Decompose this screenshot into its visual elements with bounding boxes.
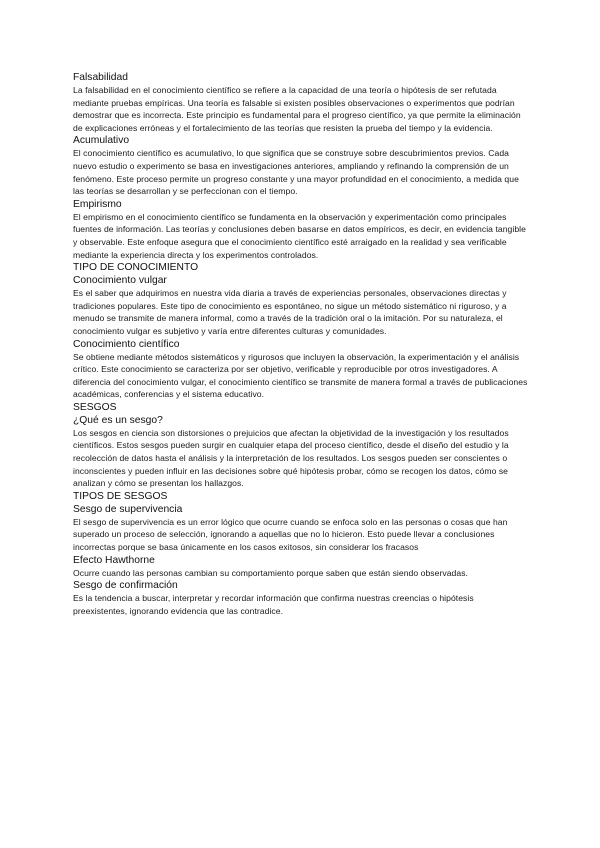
section-conocimiento-cientifico: [73, 338, 529, 401]
section-sesgos: [73, 401, 529, 414]
section-heading: Falsabilidad: [73, 72, 128, 83]
section-que-es-un-sesgo: [73, 414, 529, 490]
section-conocimiento-vulgar: [73, 274, 529, 337]
section-heading: SESGOS: [73, 401, 117, 413]
section-paragraph: Es la tendencia a buscar, interpretar y recordar información que confirma nuestras creencias o hipótesis preexistentes, ignorando evidencia que las contradice.: [73, 593, 474, 616]
section-falsabilidad: [73, 71, 529, 134]
section-tipo-de-conocimiento: [73, 261, 529, 274]
section-acumulativo: [73, 134, 529, 197]
section-heading: Sesgo de supervivencia: [73, 503, 183, 515]
section-heading: Efecto Hawthorne: [73, 554, 155, 566]
section-paragraph: El conocimiento científico es acumulativo, lo que significa que se construye sobre descubrimientos previos. Cada nuevo estudio o experimento se basa en investigaciones anteriores, ampliando y refinando la comprensión de un fenómeno. Este proceso permite un progreso constante y una mayor profundidad en el conocimiento, a medida que las teorías se desarrollan y se perfeccionan con el tiempo.: [73, 148, 519, 197]
section-paragraph: Los sesgos en ciencia son distorsiones o prejuicios que afectan la objetividad de la investigación y los resultados científicos. Estos sesgos pueden surgir en cualquier etapa del proceso científico, desde el diseño del estudio y la recolección de datos hasta el análisis y la interpretación de los resultados. Los sesgos pueden ser conscientes o inconscientes y pueden influir en las decisiones sobre qué hipótesis probar, cómo se recogen los datos, cómo se analizan y cómo se presentan los hallazgos.: [73, 427, 509, 489]
section-paragraph: Ocurre cuando las personas cambian su comportamiento porque saben que están siendo observadas.: [73, 567, 468, 578]
section-paragraph: El empirismo en el conocimiento científico se fundamenta en la observación y experimentación como principales fuentes de información. Las teorías y conclusiones deben basarse en datos empíricos, es decir, en evidencia tangible y observable. Este enfoque asegura que el conocimiento científico esté arraigado en la realidad y sea verificable mediante la experiencia directa y los experimentos controlados.: [73, 211, 526, 260]
section-paragraph: Es el saber que adquirimos en nuestra vida diaria a través de experiencias personales, observaciones directas y tradiciones populares. Este tipo de conocimiento es espontáneo, no sigue un método sistemático ni riguroso, y a menudo se transmite de manera informal, como a través de la tradición oral o la imitación. Por su naturaleza, el conocimiento vulgar es subjetivo y varía entre diferentes culturas y comunidades.: [73, 288, 507, 336]
section-empirismo: [73, 198, 529, 261]
document-page: [73, 71, 529, 617]
section-heading: Empirismo: [73, 198, 122, 210]
section-paragraph: El sesgo de supervivencia es un error lógico que ocurre cuando se enfoca solo en las personas o cosas que han superado un proceso de selección, ignorando a aquellas que no lo hicieron. Esto puede llevar a conclusiones incorrectas porque se basa únicamente en los casos exitosos, sin considerar los fracasos: [73, 516, 508, 553]
section-heading: Sesgo de confirmación: [73, 580, 178, 592]
section-sesgo-de-confirmacion: [73, 579, 529, 617]
section-heading: ¿Qué es un sesgo?: [73, 414, 163, 426]
section-heading: Conocimiento vulgar: [73, 275, 167, 287]
section-heading: TIPOS DE SESGOS: [73, 490, 168, 502]
section-sesgo-de-supervivencia: [73, 503, 529, 554]
section-paragraph: La falsabilidad en el conocimiento científico se refiere a la capacidad de una teoría o hipótesis de ser refutada mediante pruebas empíricas. Una teoría es falsable si existen posibles observaciones o experimentos que podrían demostrar que es incorrecta. Este principio es fundamental para el progreso científico, ya que permite la eliminación de explicaciones erróneas y el fortalecimiento de las teorías que resisten la prueba del tiempo y la evidencia.: [73, 85, 521, 133]
section-paragraph: Se obtiene mediante métodos sistemáticos y rigurosos que incluyen la observación, la experimentación y el análisis crítico. Este conocimiento se caracteriza por ser objetivo, verificable y reproducible por otros investigadores. A diferencia del conocimiento vulgar, el conocimiento científico se transmite de manera formal a través de publicaciones académicas, conferencias y el sistema educativo.: [73, 351, 528, 400]
section-efecto-hawthorne: [73, 554, 529, 580]
section-heading: Conocimiento científico: [73, 338, 180, 350]
section-tipos-de-sesgos: [73, 490, 529, 503]
section-heading: Acumulativo: [73, 135, 130, 147]
section-heading: TIPO DE CONOCIMIENTO: [73, 262, 199, 274]
